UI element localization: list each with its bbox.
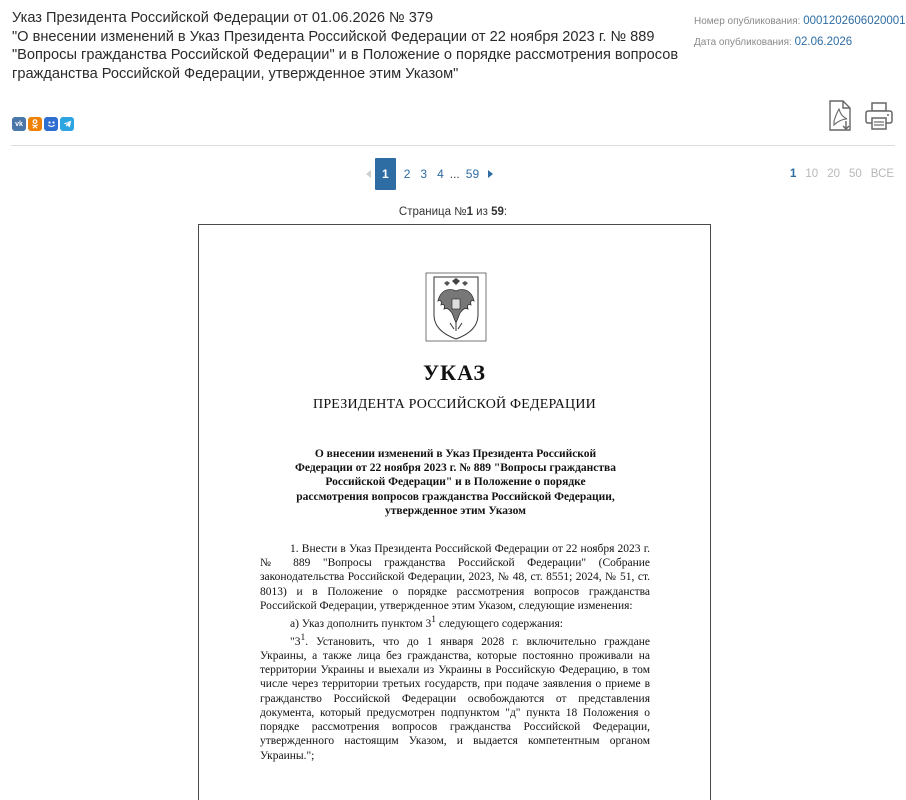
paragraph-text: следующего содержания:: [436, 617, 563, 630]
paragraph-text: "3: [290, 635, 301, 648]
page-indicator-prefix: Страница №: [398, 206, 467, 218]
publication-number-row: [694, 11, 904, 32]
per-page-option[interactable]: 10: [805, 168, 819, 180]
body-paragraph: [260, 613, 650, 631]
paragraph-text: а) Указ дополнить пунктом 3: [290, 617, 432, 630]
pdf-download-icon: [825, 99, 855, 133]
page-link-active[interactable]: 1: [375, 158, 396, 190]
document-subject: О внесении изменений в Указ Президента Российской Федерации от 22 ноября 2023 г. № 889 "Вопросы гражданства Российской Федерации" и в Положение о порядке рассмотрения вопросов гражданства Российской Федерации, утвержденное этим Указом: [294, 448, 617, 517]
document-body: [260, 542, 650, 763]
header-divider: [11, 145, 895, 146]
document-header: [12, 9, 682, 83]
page-link[interactable]: 4: [437, 167, 444, 181]
document-subheading: ПРЕЗИДЕНТА РОССИЙСКОЙ ФЕДЕРАЦИИ: [313, 397, 596, 412]
paragraph-text: . Установить, что до 1 января 2028 г. включительно граждане Украины, а также лица без гражданства, которые постоянно проживали на территории Украины и выехали из Украины в Российскую Федерацию, в том числе через территории третьих государств, при подаче заявления о приеме в гражданство Российской Федерации освобождаются от представления документа, который предусмотрен подпунктом "д" пункта 18 Положения о порядке рассмотрения вопросов гражданства Российской Федерации, утвержденного настоящим Указом, и выдается компетентным органом Украины.";: [260, 635, 650, 762]
body-paragraph: [260, 631, 650, 763]
publication-date-label: Дата опубликования:: [694, 37, 792, 48]
chevron-left-icon: [366, 170, 372, 178]
pages-per-view-selector: [790, 168, 894, 180]
pagination-ellipsis: ...: [449, 167, 460, 181]
odnoklassniki-icon[interactable]: [28, 117, 42, 131]
page-indicator-total: 59: [491, 206, 504, 218]
page-title: [12, 9, 682, 83]
publication-number-link[interactable]: 0001202606020001: [803, 15, 906, 27]
page-indicator-suffix: :: [503, 206, 508, 218]
vk-icon[interactable]: vk: [12, 117, 26, 131]
document-heading: УКАЗ: [422, 360, 487, 385]
page-link-last[interactable]: 59: [465, 167, 480, 181]
social-share-bar: [12, 117, 74, 131]
title-line-2: "О внесении изменений в Указ Президента Российской Федерации от 22 ноября 2023 г. № 889 "Вопросы гражданства Российской Федерации" и в Положение о порядке рассмотрения вопросов гражданства Российской Федерации, утвержденное этим Указом": [12, 28, 679, 82]
telegram-icon[interactable]: [60, 117, 74, 131]
print-icon: [863, 100, 895, 132]
document-page-image: [198, 224, 711, 800]
pagination: [363, 158, 496, 190]
body-paragraph: 1. Внести в Указ Президента Российской Федерации от 22 ноября 2023 г. № 889 "Вопросы гражданства Российской Федерации" (Собрание законодательства Российской Федерации, 2023, № 48, ст. 8551; 2024, № 51, ст. 8013) и в Положение о порядке рассмотрения вопросов гражданства Российской Федерации, утвержденное этим Указом, следующие изменения:: [260, 543, 650, 612]
per-page-option[interactable]: 50: [849, 168, 862, 180]
page-link[interactable]: 2: [403, 167, 411, 181]
moimir-icon[interactable]: [44, 117, 58, 131]
publication-date-row: [694, 32, 904, 53]
coat-of-arms-icon: [424, 271, 488, 343]
per-page-option[interactable]: ВСЕ: [870, 168, 895, 180]
title-line-1: Указ Президента Российской Федерации от 01.06.2026 № 379: [12, 10, 434, 26]
prev-page-button[interactable]: [363, 158, 375, 190]
page-indicator: [0, 206, 906, 218]
page-link[interactable]: 3: [420, 167, 428, 181]
per-page-option[interactable]: 1: [790, 168, 797, 180]
per-page-option[interactable]: 20: [827, 168, 840, 180]
next-page-button[interactable]: [484, 158, 496, 190]
page-indicator-current: 1: [466, 206, 473, 218]
publication-info: [694, 11, 904, 53]
superscript: 1: [431, 614, 437, 626]
publication-number-label: Номер опубликования:: [694, 16, 801, 27]
print-button[interactable]: [862, 98, 896, 134]
chevron-right-icon: [487, 170, 493, 178]
publication-date-value: 02.06.2026: [794, 36, 853, 48]
pdf-download-button[interactable]: [823, 98, 857, 134]
page-indicator-middle: из: [472, 206, 492, 218]
superscript: 1: [300, 632, 306, 644]
